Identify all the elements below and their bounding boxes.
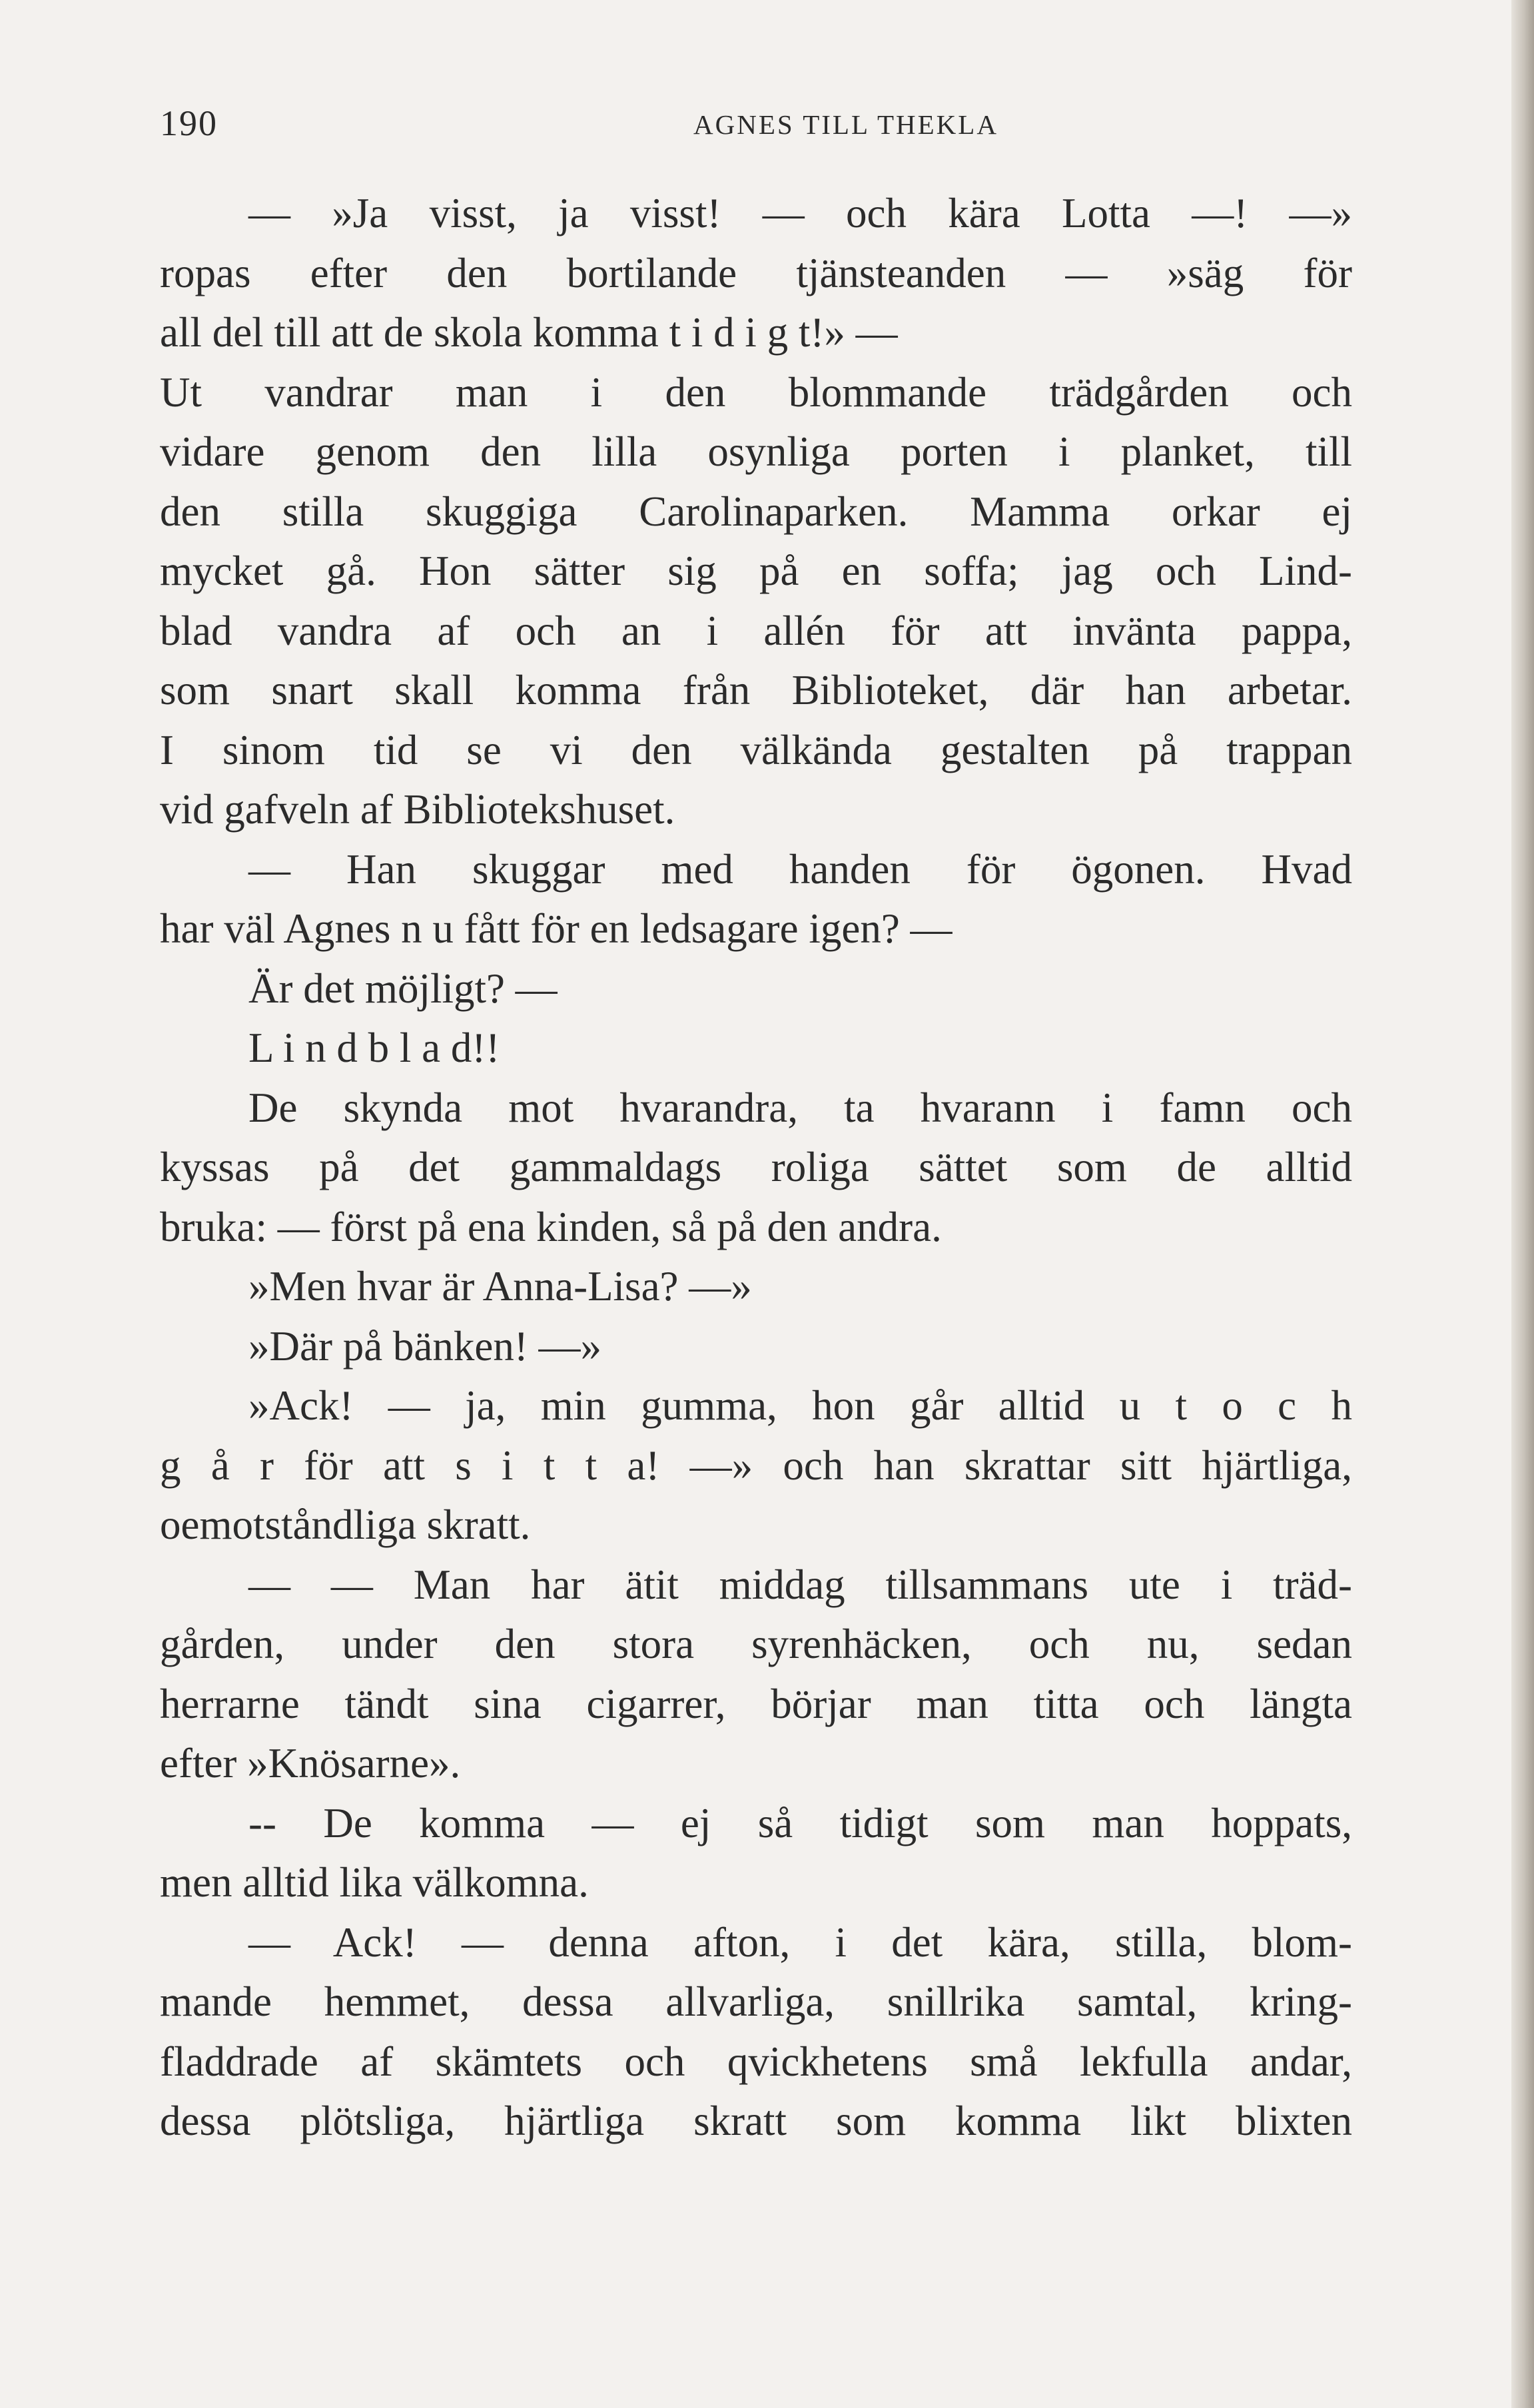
text-line: — — Man har ätit middag tillsammans ute i träd-	[248, 1561, 1352, 1608]
text-line: Ut vandrar man i den blommande trädgården och	[160, 368, 1352, 416]
text-line: kyssas på det gammaldags roliga sättet som de alltid	[160, 1144, 1352, 1190]
text-line: »Där på bänken! —»	[248, 1322, 602, 1370]
text-line: mycket gå. Hon sätter sig på en soffa; jag och Lind-	[160, 548, 1352, 594]
text-line: dessa plötsliga, hjärtliga skratt som komma likt blixten	[160, 2098, 1352, 2144]
text-line: De skynda mot hvarandra, ta hvarann i famn och	[248, 1084, 1352, 1131]
text-line: har väl Agnes n u fått för en ledsagare igen? —	[160, 905, 953, 952]
text-line: g å r för att s i t t a! —» och han skrattar sitt hjärtliga,	[160, 1441, 1352, 1489]
page-edge-shadow	[1511, 0, 1534, 2408]
text-line: — Han skuggar med handen för ögonen. Hvad	[248, 845, 1352, 893]
text-line: mande hemmet, dessa allvarliga, snillrika samtal, kring-	[160, 1978, 1352, 2025]
text-line: vidare genom den lilla osynliga porten i planket, till	[160, 428, 1352, 475]
text-line: efter »Knösarne».	[160, 1740, 461, 1787]
text-line: herrarne tändt sina cigarrer, börjar man titta och längta	[160, 1680, 1352, 1727]
page-number: 190	[160, 103, 218, 143]
text-line: bruka: — först på ena kinden, så på den andra.	[160, 1203, 942, 1250]
text-line: »Ack! — ja, min gumma, hon går alltid u t o c h	[248, 1382, 1352, 1429]
text-line: L i n d b l a d!!	[248, 1024, 500, 1071]
text-line: den stilla skuggiga Carolinaparken. Mamma orkar ej	[160, 488, 1352, 535]
text-line: Är det möjligt? —	[248, 965, 558, 1012]
page-header	[160, 100, 1352, 147]
text-line: som snart skall komma från Biblioteket, där han arbetar.	[160, 667, 1352, 713]
text-line: -- De komma — ej så tidigt som man hoppats,	[248, 1799, 1352, 1846]
text-line: — Ack! — denna afton, i det kära, stilla, blom-	[248, 1918, 1352, 1966]
text-line: ropas efter den bortilande tjänsteanden — »säg för	[160, 249, 1352, 296]
text-line: men alltid lika välkomna.	[160, 1859, 589, 1906]
text-line: oemotståndliga skratt.	[160, 1501, 531, 1548]
text-line: fladdrade af skämtets och qvickhetens små lekfulla andar,	[160, 2038, 1352, 2085]
text-line: vid gafveln af Bibliotekshuset.	[160, 786, 675, 833]
text-line: I sinom tid se vi den välkända gestalten på trappan	[160, 726, 1352, 773]
text-line: gården, under den stora syrenhäcken, och nu, sedan	[160, 1621, 1352, 1667]
text-line: blad vandra af och an i allén för att invänta pappa,	[160, 607, 1352, 654]
text-line: »Men hvar är Anna-Lisa? —»	[248, 1263, 752, 1310]
text-line: all del till att de skola komma t i d i g t!» —	[160, 309, 898, 356]
text-line: — »Ja visst, ja visst! — och kära Lotta —! —»	[248, 190, 1352, 236]
running-title: AGNES TILL THEKLA	[693, 109, 998, 140]
body-text	[160, 184, 1352, 2152]
